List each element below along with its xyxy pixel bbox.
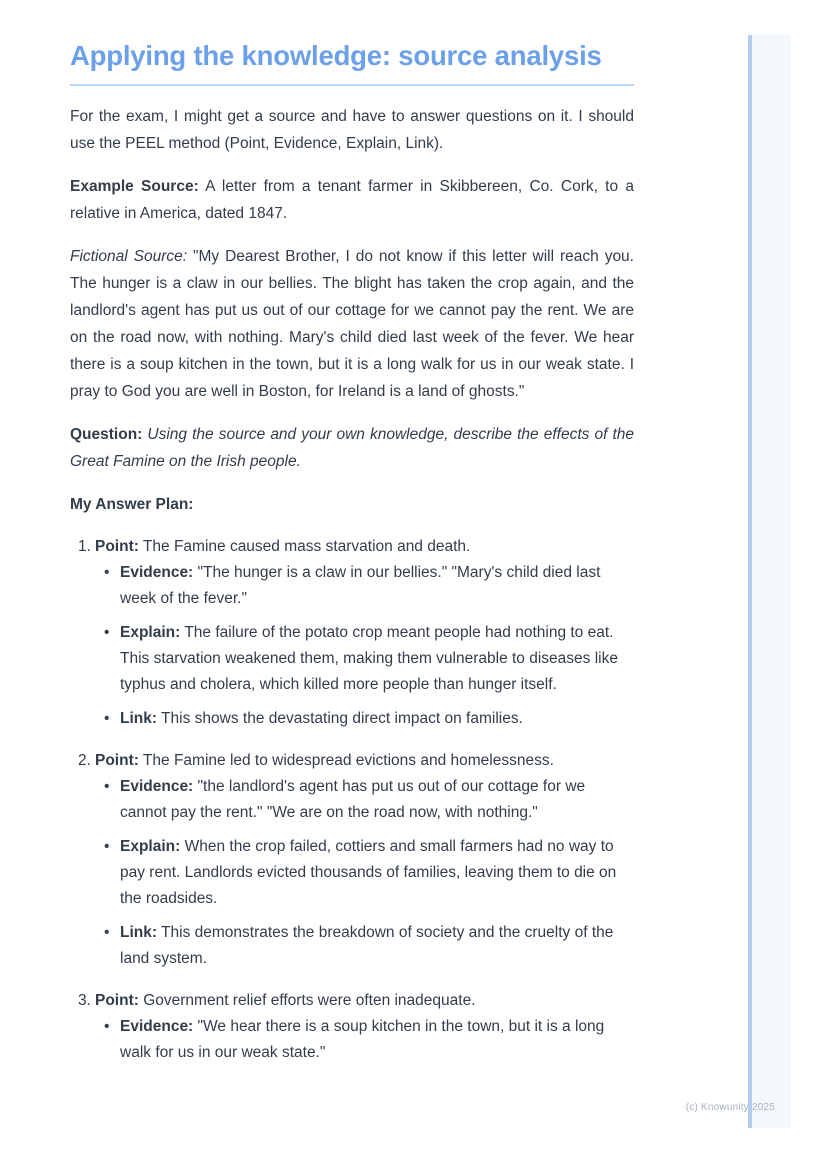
bullet-item: [95, 620, 634, 698]
example-source-text: A letter from a tenant farmer in Skibbereen, Co. Cork, to a relative in America, dated 1847.: [70, 178, 634, 222]
side-accent-line: [748, 35, 752, 1128]
bullet-label: Explain:: [120, 838, 181, 855]
bullet-marker: •: [104, 710, 110, 727]
bullet-list: [95, 560, 634, 732]
bullet-marker: •: [104, 924, 110, 941]
intro-paragraph: [70, 103, 634, 157]
bullet-body: This demonstrates the breakdown of society and the cruelty of the land system.: [120, 924, 614, 967]
point-text: The Famine caused mass starvation and death.: [138, 538, 471, 555]
page-title: Applying the knowledge: source analysis: [70, 40, 634, 86]
example-source-paragraph: [70, 173, 634, 227]
bullet-label: Evidence:: [120, 564, 194, 581]
bullet-body: "The hunger is a claw in our bellies." "Mary's child died last week of the fever.": [120, 564, 601, 607]
bullet-label: Link:: [120, 710, 158, 727]
list-number: 1.: [78, 538, 91, 555]
answer-plan-list: [70, 534, 634, 1066]
bullet-item: [95, 920, 634, 972]
plan-item-body: [95, 988, 634, 1066]
bullet-body: When the crop failed, cottiers and small farmers had no way to pay rent. Landlords evicted thousands of families, leaving them to die on the roadsides.: [120, 838, 617, 907]
plan-item-body: [95, 748, 634, 972]
plan-item-2: [70, 748, 634, 972]
bullet-marker: •: [104, 778, 110, 795]
bullet-body: "the landlord's agent has put us out of our cottage for we cannot pay the rent." "We are on the road now, with nothing.": [120, 778, 586, 821]
copyright-watermark: (c) Knowunity 2025: [685, 1102, 775, 1113]
bullet-content: [120, 560, 634, 612]
bullet-content: [120, 834, 634, 912]
bullet-list: [95, 774, 634, 972]
bullet-body: This shows the devastating direct impact on families.: [157, 710, 523, 727]
point-line: [95, 534, 634, 560]
bullet-content: [120, 920, 634, 972]
bullet-marker: •: [104, 838, 110, 855]
bullet-label: Evidence:: [120, 778, 194, 795]
question-text: Using the source and your own knowledge, describe the effects of the Great Famine on the Irish people.: [70, 426, 634, 470]
list-number: 3.: [78, 992, 91, 1009]
intro-text: For the exam, I might get a source and have to answer questions on it. I should use the PEEL method (Point, Evidence, Explain, Link).: [70, 108, 634, 152]
side-highlight-bar: [752, 35, 791, 1128]
fictional-source-text: "My Dearest Brother, I do not know if this letter will reach you. The hunger is a claw in our bellies. The blight has taken the crop again, and the landlord's agent has put us out of our cottage for we cannot pay the rent. We are on the road now, with nothing. Mary's child died last week of the fever. We hear there is a soup kitchen in the town, but it is a long walk for us in our weak state. I pray to God you are well in Boston, for Ireland is a land of ghosts.": [70, 248, 634, 400]
bullet-body: "We hear there is a soup kitchen in the town, but it is a long walk for us in our weak state.": [120, 1018, 605, 1061]
bullet-content: [120, 774, 634, 826]
bullet-item: [95, 774, 634, 826]
bullet-content: [120, 620, 634, 698]
bullet-label: Explain:: [120, 624, 181, 641]
question-paragraph: [70, 421, 634, 475]
bullet-content: [120, 1014, 634, 1066]
document-content: [70, 40, 634, 1066]
bullet-item: [95, 706, 634, 732]
answer-plan-heading: My Answer Plan:: [70, 496, 194, 513]
bullet-marker: •: [104, 1018, 110, 1035]
bullet-list: [95, 1014, 634, 1066]
bullet-content: [120, 706, 634, 732]
bullet-item: [95, 834, 634, 912]
bullet-body: The failure of the potato crop meant people had nothing to eat. This starvation weakened them, making them vulnerable to diseases like typhus and cholera, which killed more people than hunger itself.: [120, 624, 618, 693]
point-label: Point:: [95, 752, 139, 769]
bullet-item: [95, 1014, 634, 1066]
point-label: Point:: [95, 992, 139, 1009]
point-label: Point:: [95, 538, 139, 555]
fictional-source-paragraph: [70, 243, 634, 405]
fictional-source-label: Fictional Source:: [70, 248, 188, 265]
point-text: Government relief efforts were often inadequate.: [138, 992, 476, 1009]
list-number: 2.: [78, 752, 91, 769]
example-source-label: Example Source:: [70, 178, 199, 195]
plan-item-1: [70, 534, 634, 732]
point-line: [95, 748, 634, 774]
plan-item-3: [70, 988, 634, 1066]
plan-item-body: [95, 534, 634, 732]
bullet-label: Evidence:: [120, 1018, 194, 1035]
point-text: The Famine led to widespread evictions and homelessness.: [138, 752, 554, 769]
bullet-label: Link:: [120, 924, 158, 941]
bullet-marker: •: [104, 624, 110, 641]
bullet-marker: •: [104, 564, 110, 581]
point-line: [95, 988, 634, 1014]
bullet-item: [95, 560, 634, 612]
question-label: Question:: [70, 426, 143, 443]
